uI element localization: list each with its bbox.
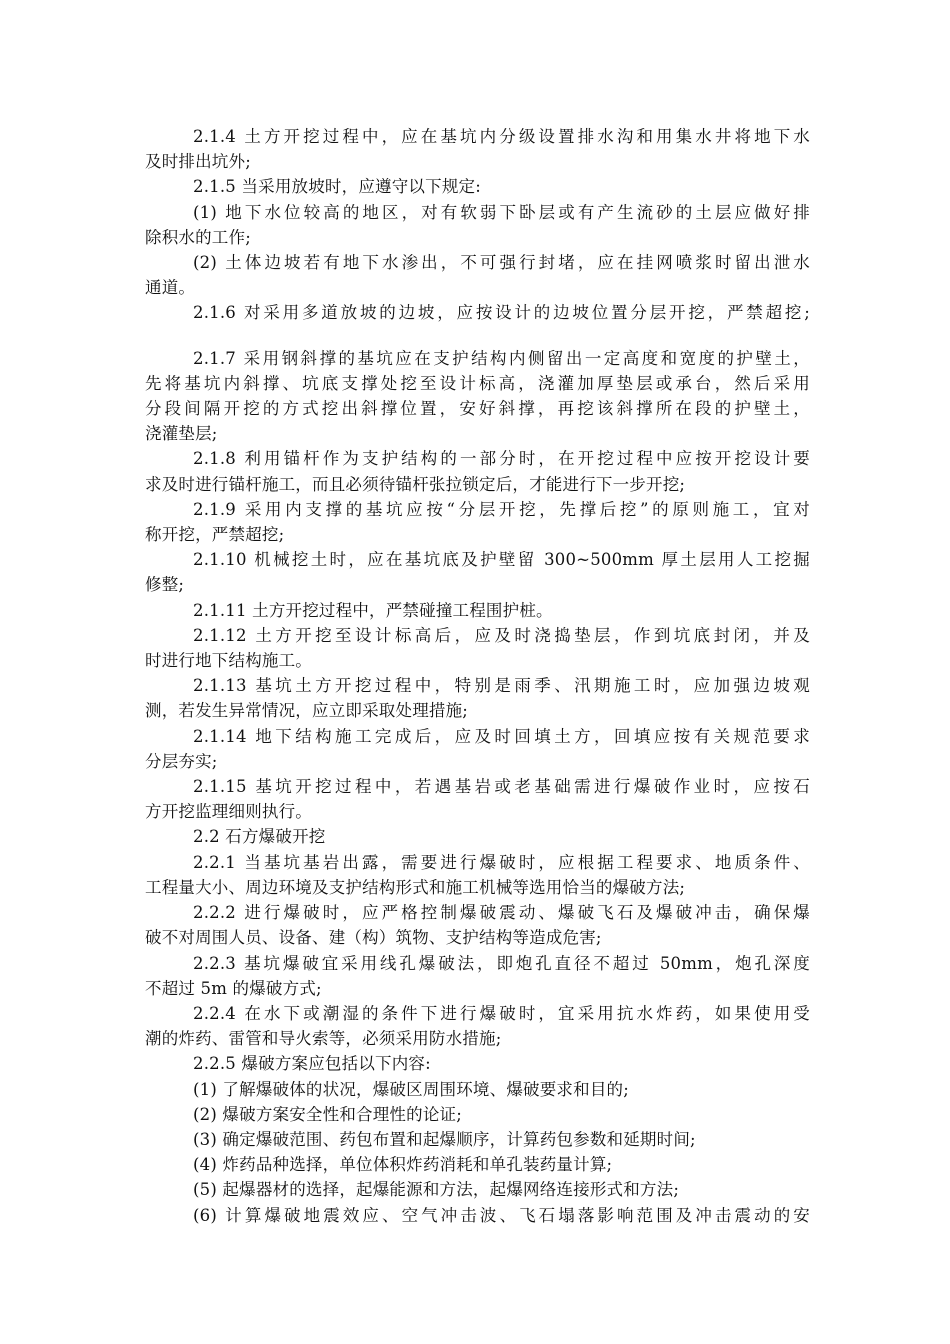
text-line: 测，若发生异常情况，应立即采取处理措施; [145,701,469,721]
text-line: 2.2.2 进行爆破时，应严格控制爆破震动、爆破飞石及爆破冲击，确保爆 [193,903,810,923]
text-line: 2.1.11 土方开挖过程中，严禁碰撞工程围护桩。 [193,600,553,620]
document-body [145,124,810,1228]
text-line: 2.1.4 土方开挖过程中，应在基坑内分级设置排水沟和用集水井将地下水 [193,127,810,146]
list-item: (5) 起爆器材的选择，起爆能源和方法，起爆网络连接形式和方法; [193,1180,680,1200]
text-line: 2.1.10 机械挖土时，应在基坑底及护壁留 300~500mm 厚土层用人工挖掘 [193,550,810,570]
text-line: 2.1.8 利用锚杆作为支护结构的一部分时，在开挖过程中应按开挖设计要 [193,449,810,469]
text-line: 2.1.15 基坑开挖过程中，若遇基岩或老基础需进行爆破作业时，应按石 [193,777,810,797]
text-line: 破不对周围人员、设备、建（构）筑物、支护结构等造成危害; [145,928,602,948]
text-line: 2.1.9 采用内支撑的基坑应按“分层开挖，先撑后挖”的原则施工，宜对 [193,499,810,519]
text-line: 2.1.5 当采用放坡时，应遵守以下规定: [193,177,481,197]
text-line: 2.1.7 采用钢斜撑的基坑应在支护结构内侧留出一定高度和宽度的护壁土， [193,348,810,368]
text-line: (2) 土体边坡若有地下水渗出，不可强行封堵，应在挂网喷浆时留出泄水 [193,253,810,273]
text-line: 2.2.5 爆破方案应包括以下内容: [193,1054,431,1074]
text-line: 浇灌垫层; [145,424,218,444]
text-line: 通道。 [145,278,196,298]
text-line: 分段间隔开挖的方式挖出斜撑位置，安好斜撑，再挖该斜撑所在段的护壁土， [145,399,810,419]
text-line: 时进行地下结构施工。 [145,651,312,671]
text-line: 潮的炸药、雷管和导火索等，必须采用防水措施; [145,1029,502,1049]
text-line: 2.1.14 地下结构施工完成后，应及时回填土方，回填应按有关规范要求 [193,726,810,746]
text-line: 及时排出坑外; [145,152,251,172]
list-item: (2) 爆破方案安全性和合理性的论证; [193,1104,462,1124]
text-line: 称开挖，严禁超挖; [145,525,285,545]
text-line: 不超过 5m 的爆破方式; [145,978,322,998]
list-item: (3) 确定爆破范围、药包布置和起爆顺序，计算药包参数和延期时间; [193,1129,696,1149]
text-line: 2.1.12 土方开挖至设计标高后，应及时浇捣垫层，作到坑底封闭，并及 [193,625,810,645]
text-line: 2.2.1 当基坑基岩出露，需要进行爆破时，应根据工程要求、地质条件、 [193,852,810,872]
section-heading: 2.2 石方爆破开挖 [193,827,326,847]
text-line: 除积水的工作; [145,227,251,247]
text-line: 分层夯实; [145,751,218,771]
text-line: 2.2.3 基坑爆破宜采用线孔爆破法，即炮孔直径不超过 50mm，炮孔深度 [193,953,810,973]
text-line: (1) 地下水位较高的地区，对有软弱下卧层或有产生流砂的土层应做好排 [193,202,810,222]
text-line: 2.1.13 基坑土方开挖过程中，特别是雨季、汛期施工时，应加强边坡观 [193,676,810,696]
text-line: 求及时进行锚杆施工，而且必须待锚杆张拉锁定后，才能进行下一步开挖; [145,474,686,494]
text-line: 2.1.6 对采用多道放坡的边坡，应按设计的边坡位置分层开挖，严禁超挖; [193,303,810,323]
text-line: 修整; [145,575,185,595]
text-line: 方开挖监理细则执行。 [145,802,312,822]
list-item: (6) 计算爆破地震效应、空气冲击波、飞石塌落影响范围及冲击震动的安 [193,1205,810,1225]
text-line: 工程量大小、周边环境及支护结构形式和施工机械等选用恰当的爆破方法; [145,877,686,897]
text-line: 2.2.4 在水下或潮湿的条件下进行爆破时，宜采用抗水炸药，如果使用受 [193,1003,810,1023]
list-item: (4) 炸药品种选择，单位体积炸药消耗和单孔装药量计算; [193,1155,613,1175]
text-line: 先将基坑内斜撑、坑底支撑处挖至设计标高，浇灌加厚垫层或承台，然后采用 [145,373,810,393]
list-item: (1) 了解爆破体的状况，爆破区周围环境、爆破要求和目的; [193,1079,629,1099]
